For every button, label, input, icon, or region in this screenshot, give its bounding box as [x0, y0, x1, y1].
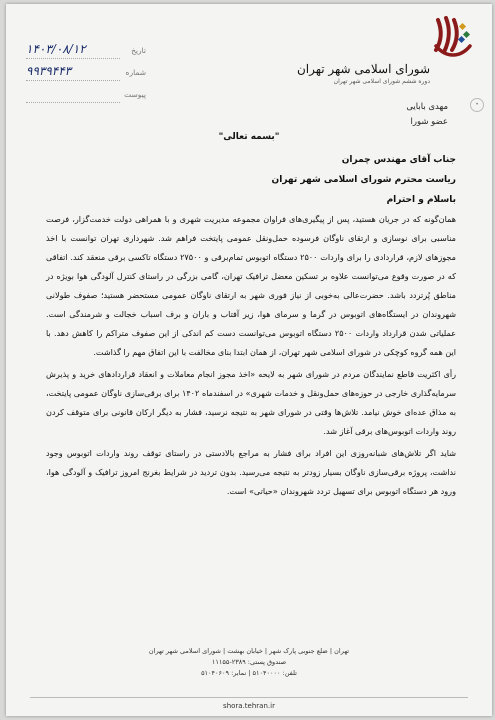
- attachment-row: [26, 88, 146, 110]
- greeting: باسلام و احترام: [386, 195, 456, 205]
- paragraph-3: شاید اگر تلاش‌های شبانه‌روزی این افراد برای فشار به مراجع بالادستی در راستای توقف روند واردات اتوبوس وجود نداشت، پروژه برقی‌سازی ناوگان بسیار زودتر به نتیجه می‌رسید. بدون تردید در شرایط بغرنج امروز ترافیک و آلودگی هوا، ورود هر دستگاه اتوبوس برای تسهیل تردد شهروندان «حیاتی» است.: [46, 448, 456, 496]
- date-label: تاریخ: [131, 46, 146, 55]
- footer-website-link[interactable]: shora.tehran.ir: [223, 702, 275, 710]
- footer-divider: [30, 697, 468, 698]
- footer-phone: تلفن: ۵۱۰۴۰۰۰۰ | نمابر: ۵۱۰۴۰۶۰۹: [201, 669, 297, 677]
- number-row: [26, 66, 146, 88]
- council-emblem-icon: [432, 16, 474, 60]
- date-value: ۱۴۰۳/۰۸/۱۲: [26, 42, 86, 56]
- number-label: شماره: [125, 68, 146, 77]
- letter-sheet: [6, 4, 492, 716]
- attachment-label: پیوست: [124, 90, 146, 99]
- council-subtitle: دوره ششم شورای اسلامی شهر تهران: [333, 78, 430, 85]
- letter-body: [46, 150, 456, 501]
- footer-postal: صندوق پستی: ۲۳۸۹-۱۱۱۵۵: [211, 658, 287, 666]
- council-logo: [296, 16, 480, 86]
- sender-role: عضو شورا: [410, 117, 448, 127]
- recipient-title: ریاست محترم شورای اسلامی شهر تهران: [271, 175, 456, 185]
- paragraph-1: همان‌گونه که در جریان هستید، پس از پیگیری‌های فراوان مجموعه مدیریت شهری و با همراهی دولت خدمت‌گزار، فرصت مناسبی برای نوسازی و ارتقای ناوگان فرسوده حمل‌ونقل عمومی پایتخت فراهم شد. شهرداری تهران توانست با اخذ مجوزهای لازم، قراردادی را برای واردات ۲۵۰۰ دستگاه اتوبوس تمام‌برقی و ۲۷۵۰۰ دستگاه تاکسی برقی منعقد کند. اتفاقی که در صورت وقوع می‌توانست علاوه بر تسکین معضل ترافیک تهران، گامی بزرگی در راستای کنترل آلودگی هوا بویژه در مناطق پُرتردد باشد. حضرت‌عالی به‌خوبی از نیاز فوری شهر به ارتقای ناوگان عمومی مستحضر هستید؛ صفوف طولانی شهروندان در ایستگاه‌های اتوبوس در گرما و سرمای هوا، زیر آفتاب و باران و برف اسباب خجالت و شرمندگی است. عملیاتی شدن قرارداد واردات ۲۵۰۰ دستگاه اتوبوس می‌توانست دست کم اندکی از این صفوف متراکم را کاهش دهد. با این همه گروه کوچکی در شورای اسلامی شهر تهران، از همان ابتدا بنای مخالفت با این اتفاق مهم را گذاشت.: [46, 214, 456, 357]
- number-underline: [26, 80, 120, 81]
- footer-address: تهران | ضلع جنوبی پارک شهر | خیابان بهشت | شورای اسلامی شهر تهران: [148, 647, 350, 655]
- letter-metadata: [26, 44, 146, 110]
- date-row: [26, 44, 146, 66]
- bismillah-heading: "بسمه تعالی": [218, 132, 280, 142]
- date-underline: [26, 58, 120, 59]
- sender-block: [406, 100, 448, 130]
- margin-mark-icon: •: [470, 98, 484, 112]
- recipient-name: جناب آقای مهندس چمران: [341, 155, 456, 165]
- paragraph-2: رأی اکثریت قاطع نمایندگان مردم در شورای شهر به لایحه «اخذ مجوز انجام معاملات و انعقاد قراردادهای خرید و پذیرش سرمایه‌گذاری خارجی در حوزه‌های حمل‌ونقل و خدمات شهری» در اسفندماه ۱۴۰۲ برای برقی‌سازی ناوگان عمومی پایتخت، به مذاق عده‌ای خوش نیامد. تلاش‌ها وقتی در شورای شهر به نتیجه نرسید، فشار به دیگر ارکان قانونی برای متوقف کردن روند واردات اتوبوس‌های برقی آغاز شد.: [46, 369, 456, 436]
- letter-footer: [6, 646, 492, 679]
- attachment-underline: [26, 102, 120, 103]
- number-value: ۹۹۳۹۴۴۳: [26, 64, 72, 78]
- sender-name: مهدی بابایی: [406, 102, 448, 112]
- council-name: شورای اسلامی شهر تهران: [296, 62, 430, 76]
